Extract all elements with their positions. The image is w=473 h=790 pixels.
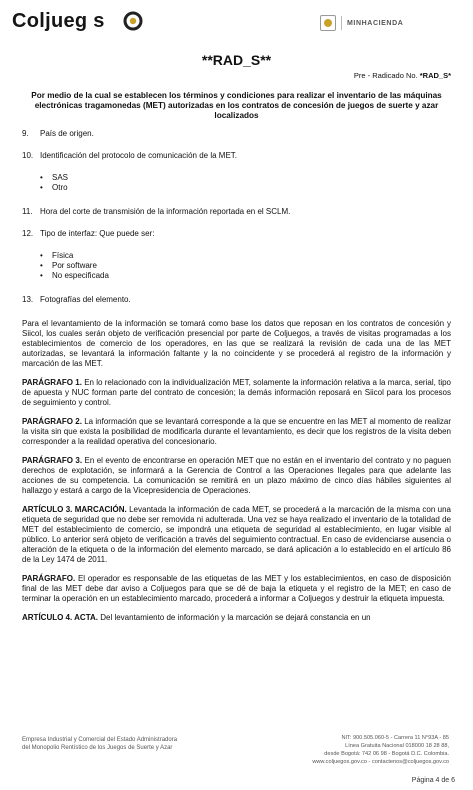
page-header — [0, 0, 473, 46]
pre-radicado — [22, 71, 451, 81]
item-number: 11. — [22, 207, 33, 216]
article-label: ARTÍCULO 4. ACTA. — [22, 613, 98, 622]
paragraph — [22, 505, 451, 565]
item-number: 10. — [22, 151, 34, 160]
paragraph — [22, 613, 451, 623]
document-body — [22, 44, 451, 623]
footer-line: desde Bogotá: 742 06 98 - Bogotá D.C. Colombia. — [324, 751, 449, 757]
paragraph-label: PARÁGRAFO. — [22, 574, 76, 583]
item-text: Fotografías del elemento. — [40, 295, 131, 304]
bullet-item: • Por software — [40, 261, 451, 271]
paragraph — [22, 574, 451, 604]
paragraph: Para el levantamiento de la información se tomará como base los datos que reposan en los contratos de concesión y Siicol, los cuales serán objeto de verificación presencial por parte de Coljuegos, a través de visitas programadas a los establecimientos de comercio de los operadores, en las que se realizará la revisión de cada una de las MET autorizadas, se levantará la información faltante y la no coincidente y se procederá al registro de la información y marcación de las MET. — [22, 319, 451, 368]
footer-line: Línea Gratuita Nacional 018000 18 28 88, — [345, 743, 449, 749]
list-item — [22, 129, 451, 139]
ministry-logo — [320, 14, 460, 32]
resolution-heading: Por medio de la cual se establecen los términos y condiciones para realizar el inventario de las máquinas electrónicas tragamonedas (MET) autorizadas en los contratos de concesión de juegos de suerte y azar localizados — [31, 91, 442, 120]
coljuegos-logo-mark-icon — [123, 11, 143, 31]
article-label: ARTÍCULO 3. MARCACIÓN. — [22, 505, 127, 514]
paragraph-text: El operador es responsable de las etiquetas de las MET y los establecimientos, en caso de disposición final de las MET debe dar aviso a Coljuegos para que se dé de baja la etiqueta y el registro de la MET; en caso de terminar la operación en un establecimiento marcado, procederá a informar a Coljuegos y destruir la etiqueta impuesta. — [22, 574, 451, 603]
footer-contact — [312, 734, 449, 766]
page-footer — [0, 726, 473, 790]
item-text: País de origen. — [40, 129, 94, 138]
item-text: Hora del corte de transmisión de la información reportada en el SCLM. — [40, 207, 291, 216]
list-item — [22, 151, 451, 161]
coat-of-arms-icon — [320, 15, 336, 31]
footer-line: NIT: 900.505.060-5 - Carrera 11 N°93A - 85 — [341, 735, 449, 741]
footer-line: Empresa Industrial y Comercial del Estado Administradora — [22, 737, 178, 743]
paragraph-text: Del levantamiento de información y la marcación se dejará constancia en un — [98, 613, 371, 622]
paragraph-label: PARÁGRAFO 2. — [22, 417, 82, 426]
paragraph — [22, 378, 451, 408]
list-item — [22, 207, 451, 217]
footer-line: www.coljuegos.gov.co - contactenos@coljuegos.gov.co — [312, 759, 449, 765]
paragraph-text: La información que se levantará corresponde a la que se encuentre en las MET al momento de realizar la visita sin que exista la posibilidad de modificarla durante el levantamiento, es decir que los registros de la visita deben corresponder a la realidad operativa del concesionario. — [22, 417, 452, 446]
footer-line: del Monopolio Rentístico de los Juegos de Suerte y Azar — [22, 745, 173, 751]
interface-options — [22, 251, 451, 281]
bullet-item: • No especificada — [40, 271, 451, 281]
footer-entity — [22, 736, 177, 752]
paragraph-text: En lo relacionado con la individualización MET, solamente la información relativa a la marca, serial, tipo de apuesta y NUC forman parte del contrato de concesión; la demás información reposará en Siicol para los procesos de seguimiento y control. — [22, 378, 452, 407]
paragraph — [22, 456, 451, 496]
pre-radicado-label: Pre - Radicado No. — [353, 71, 418, 80]
item-number: 12. — [22, 229, 34, 238]
list-item — [22, 229, 451, 239]
page-number: Página 4 de 6 — [411, 777, 455, 784]
protocol-options — [22, 173, 451, 193]
ministry-name: MINHACIENDA — [347, 19, 404, 27]
bullet-item: • SAS — [40, 173, 451, 183]
paragraph-label: PARÁGRAFO 1. — [22, 378, 82, 387]
pre-radicado-value: *RAD_S* — [419, 71, 451, 80]
bullet-item: • Otro — [40, 183, 451, 193]
bullet-item: • Física — [40, 251, 451, 261]
list-item — [22, 295, 451, 305]
item-number: 9. — [22, 129, 29, 138]
radicado-title: **RAD_S** — [201, 52, 272, 68]
paragraph-text: En el evento de encontrarse en operación MET que no están en el inventario del contrato y no paguen derechos de explotación, se informará a la Gerencia de Control a las Operaciones Ilegales para que adelante las acciones de su competencia. La comunicación se remitirá en un plazo máximo de cinco días hábiles siguientes al hallazgo y estará a cargo de la Vicepresidencia de Operaciones. — [22, 456, 451, 495]
coljuegos-logo: Coljueg s — [12, 10, 105, 32]
paragraph-label: PARÁGRAFO 3. — [22, 456, 83, 465]
paragraph — [22, 417, 451, 447]
logo-divider — [341, 16, 342, 30]
item-text: Identificación del protocolo de comunicación de la MET. — [40, 151, 237, 160]
paragraph-text: Levantada la información de cada MET, se procederá a la marcación de la misma con una etiqueta de seguridad que no debe ser removida ni adulterada. Una vez se haya realizado el inventario de la totalidad de MET del establecimiento de comercio, se impondrá una etiqueta de seguridad al establecimiento, en lugar visible al público. Lo anterior será objeto de verificación a través del seguimiento contractual. En caso de evidenciarse ausencia o alteración de la etiqueta o de la información del elemento marcado, se dará aplicación a lo establecido en el artículo 86 de la Ley 1474 de 2011. — [22, 505, 451, 564]
item-number: 13. — [22, 295, 34, 304]
item-text: Tipo de interfaz: Que puede ser: — [40, 229, 155, 238]
